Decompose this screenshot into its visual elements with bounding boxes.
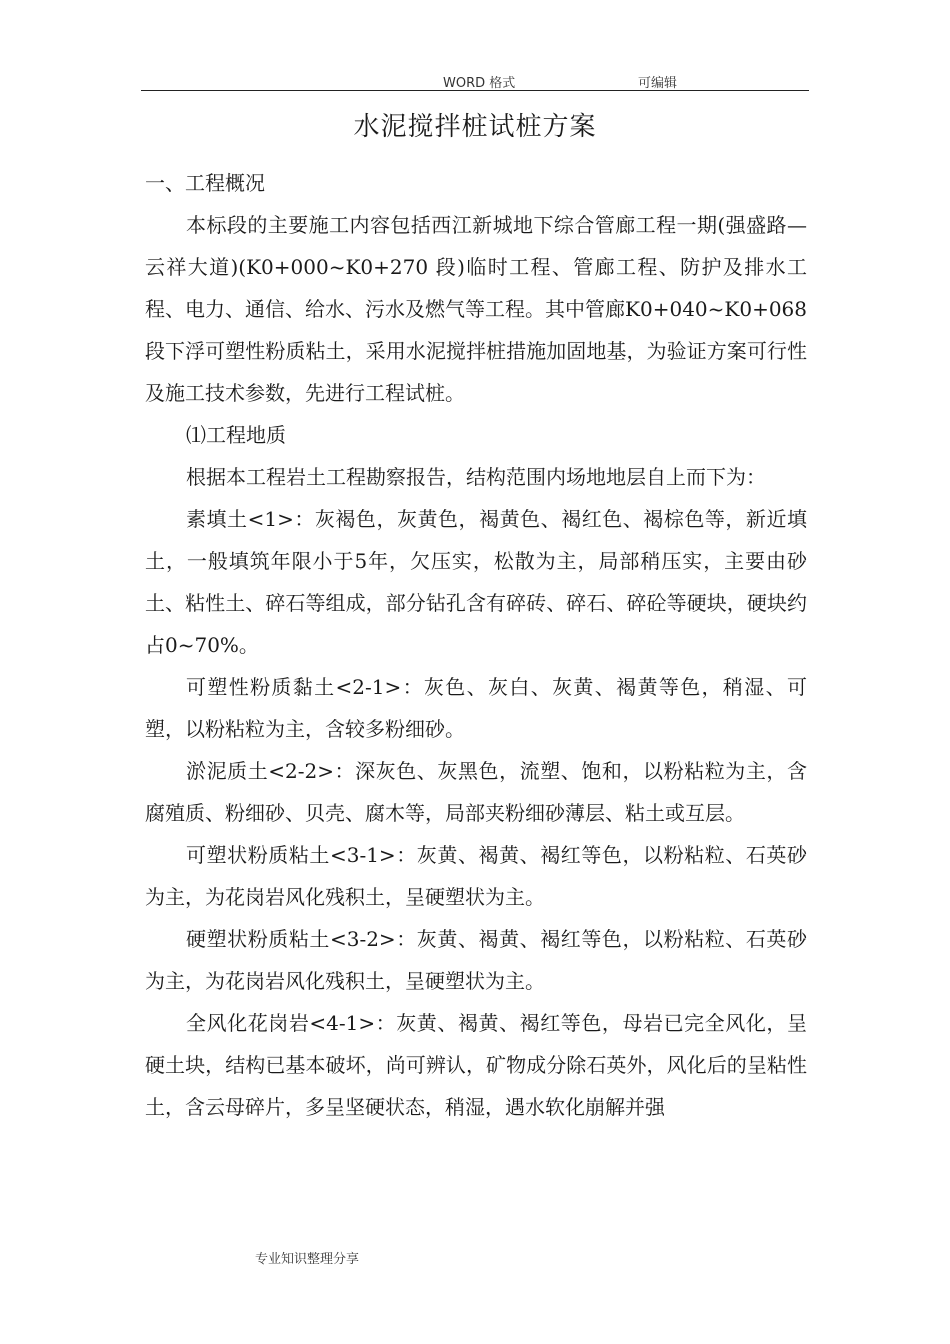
layer-paragraph-silt: 淤泥质土<2-2>：深灰色、灰黑色，流塑、饱和，以粉粘粒为主，含腐殖质、粉细砂、贝壳、腐木等，局部夹粉细砂薄层、粘土或互层。	[145, 759, 807, 825]
layer-paragraph-hard-silty-clay: 硬塑状粉质粘土<3-2>：灰黄、褐黄、褐红等色，以粉粘粒、石英砂为主，为花岗岩风化残积土，呈硬塑状为主。	[145, 927, 807, 993]
page-header	[141, 72, 809, 91]
geology-intro-paragraph: 根据本工程岩土工程勘察报告，结构范围内场地地层自上而下为：	[186, 465, 766, 489]
document-title: 水泥搅拌桩试桩方案	[353, 112, 597, 142]
section-heading: 一、工程概况	[145, 171, 265, 195]
page-footer: 专业知识整理分享	[255, 1252, 360, 1267]
layer-paragraph-plastic-clay: 可塑性粉质黏土<2-1>：灰色、灰白、灰黄、褐黄等色，稍湿、可塑，以粉粘粒为主，含较多粉细砂。	[145, 675, 807, 741]
header-format-label: WORD 格式	[443, 76, 516, 91]
layer-paragraph-plastic-silty-clay: 可塑状粉质粘土<3-1>：灰黄、褐黄、褐红等色，以粉粘粒、石英砂为主，为花岗岩风化残积土，呈硬塑状为主。	[145, 843, 807, 909]
layer-paragraph-fill-soil: 素填土<1>：灰褐色，灰黄色，褐黄色、褐红色、褐棕色等，新近填土，一般填筑年限小于5年，欠压实，松散为主，局部稍压实，主要由砂土、粘性土、碎石等组成，部分钻孔含有碎砖、碎石、碎砼等硬块，硬块约占0~70%。	[145, 507, 807, 657]
sub-heading-geology: ⑴工程地质	[186, 423, 286, 447]
layer-paragraph-weathered-granite: 全风化花岗岩<4-1>：灰黄、褐黄、褐红等色，母岩已完全风化，呈硬土块，结构已基本破坏，尚可辨认，矿物成分除石英外，风化后的呈粘性土，含云母碎片，多呈坚硬状态，稍湿，遇水软化崩解并强	[145, 1011, 807, 1119]
document-body	[145, 162, 807, 1128]
overview-paragraph: 本标段的主要施工内容包括西江新城地下综合管廊工程一期(强盛路—云祥大道)(K0+000~K0+270 段)临时工程、管廊工程、防护及排水工程、电力、通信、给水、污水及燃气等工程。其中管廊K0+040~K0+068 段下浮可塑性粉质粘土，采用水泥搅拌桩措施加固地基，为验证方案可行性及施工技术参数，先进行工程试桩。	[145, 213, 807, 405]
header-editable-label: 可编辑	[638, 76, 678, 91]
